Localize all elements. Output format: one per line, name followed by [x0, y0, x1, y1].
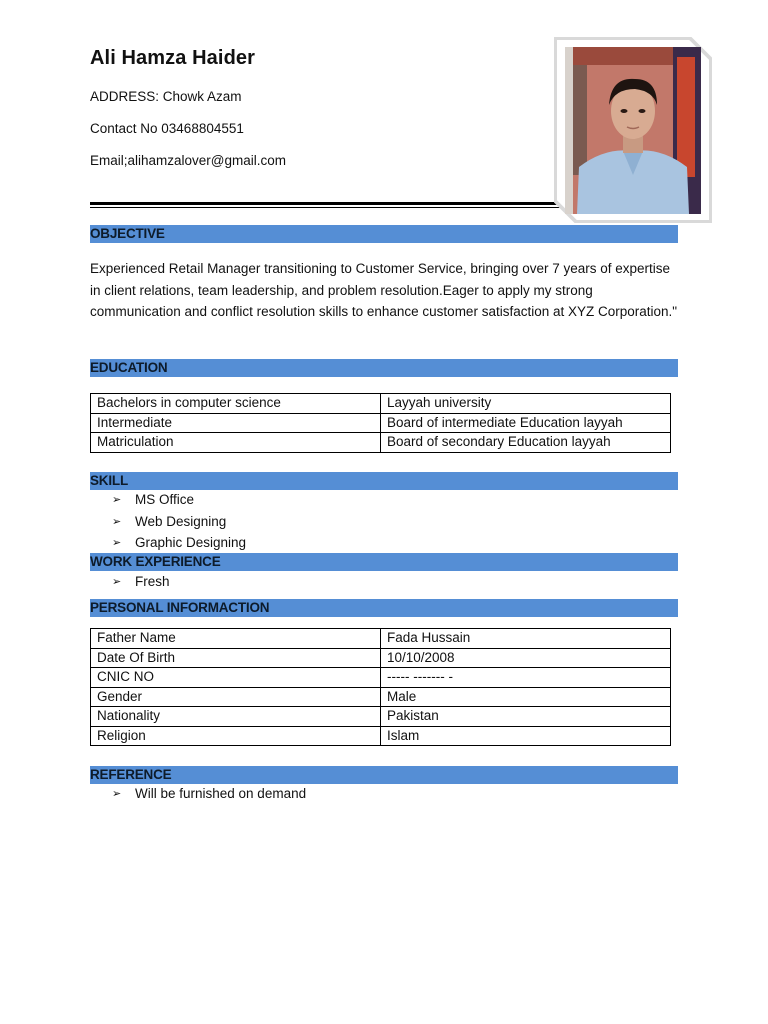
skill-list	[112, 489, 246, 554]
personal-field-value: Pakistan	[381, 707, 671, 727]
header-rule-thick	[90, 202, 564, 205]
table-row	[91, 668, 671, 688]
profile-photo	[565, 47, 701, 214]
education-institution: Board of secondary Education layyah	[381, 433, 671, 453]
table-row	[91, 629, 671, 649]
reference-list	[112, 783, 306, 805]
reference-heading: REFERENCE	[90, 766, 678, 784]
table-row	[91, 648, 671, 668]
personal-field-label: Father Name	[91, 629, 381, 649]
candidate-name: Ali Hamza Haider	[90, 47, 255, 69]
header-rule-thin	[90, 207, 564, 208]
list-item	[112, 532, 246, 554]
education-degree: Bachelors in computer science	[91, 394, 381, 414]
table-row	[91, 413, 671, 433]
skill-item: Graphic Designing	[135, 535, 247, 551]
personal-field-value: ----- ------- -	[381, 668, 671, 688]
personal-field-value: Islam	[381, 726, 671, 746]
portrait-image	[565, 47, 701, 214]
arrow-bullet-icon: ➢	[112, 788, 122, 801]
education-table	[90, 393, 671, 453]
personal-info-table	[90, 628, 671, 746]
arrow-bullet-icon: ➢	[112, 494, 122, 507]
table-row	[91, 394, 671, 414]
table-row	[91, 707, 671, 727]
contact-line: Contact No 03468804551	[90, 121, 244, 136]
objective-heading: OBJECTIVE	[90, 225, 678, 243]
education-heading: EDUCATION	[90, 359, 678, 377]
work-item: Fresh	[135, 574, 170, 590]
personal-field-label: CNIC NO	[91, 668, 381, 688]
arrow-bullet-icon: ➢	[112, 537, 122, 550]
list-item	[112, 489, 246, 511]
arrow-bullet-icon: ➢	[112, 576, 122, 589]
email-line: Email;alihamzalover@gmail.com	[90, 153, 287, 168]
table-row	[91, 687, 671, 707]
personal-field-label: Religion	[91, 726, 381, 746]
education-degree: Matriculation	[91, 433, 381, 453]
table-row	[91, 726, 671, 746]
arrow-bullet-icon: ➢	[112, 515, 122, 528]
education-institution: Layyah university	[381, 394, 671, 414]
education-institution: Board of intermediate Education layyah	[381, 413, 671, 433]
work-experience-list	[112, 571, 170, 593]
list-item	[112, 783, 306, 805]
work-experience-heading: WORK EXPERIENCE	[90, 553, 678, 571]
personal-field-label: Nationality	[91, 707, 381, 727]
skill-item: MS Office	[135, 492, 195, 508]
personal-info-heading: PERSONAL INFORMACTION	[90, 599, 678, 617]
list-item	[112, 511, 246, 533]
personal-field-label: Date Of Birth	[91, 648, 381, 668]
objective-text: Experienced Retail Manager transitioning to Customer Service, bringing over 7 years of expertise in client relations, team leadership, and problem resolution.Eager to apply my strong communication and conflict resolution skills to enhance customer satisfaction at XYZ Corporation."	[90, 261, 678, 320]
education-degree: Intermediate	[91, 413, 381, 433]
skill-heading: SKILL	[90, 472, 678, 490]
skill-item: Web Designing	[135, 513, 227, 529]
personal-field-value: 10/10/2008	[381, 648, 671, 668]
reference-item: Will be furnished on demand	[135, 786, 307, 802]
address-line: ADDRESS: Chowk Azam	[90, 89, 242, 104]
table-row	[91, 433, 671, 453]
personal-field-value: Male	[381, 687, 671, 707]
list-item	[112, 571, 170, 593]
personal-field-label: Gender	[91, 687, 381, 707]
personal-field-value: Fada Hussain	[381, 629, 671, 649]
